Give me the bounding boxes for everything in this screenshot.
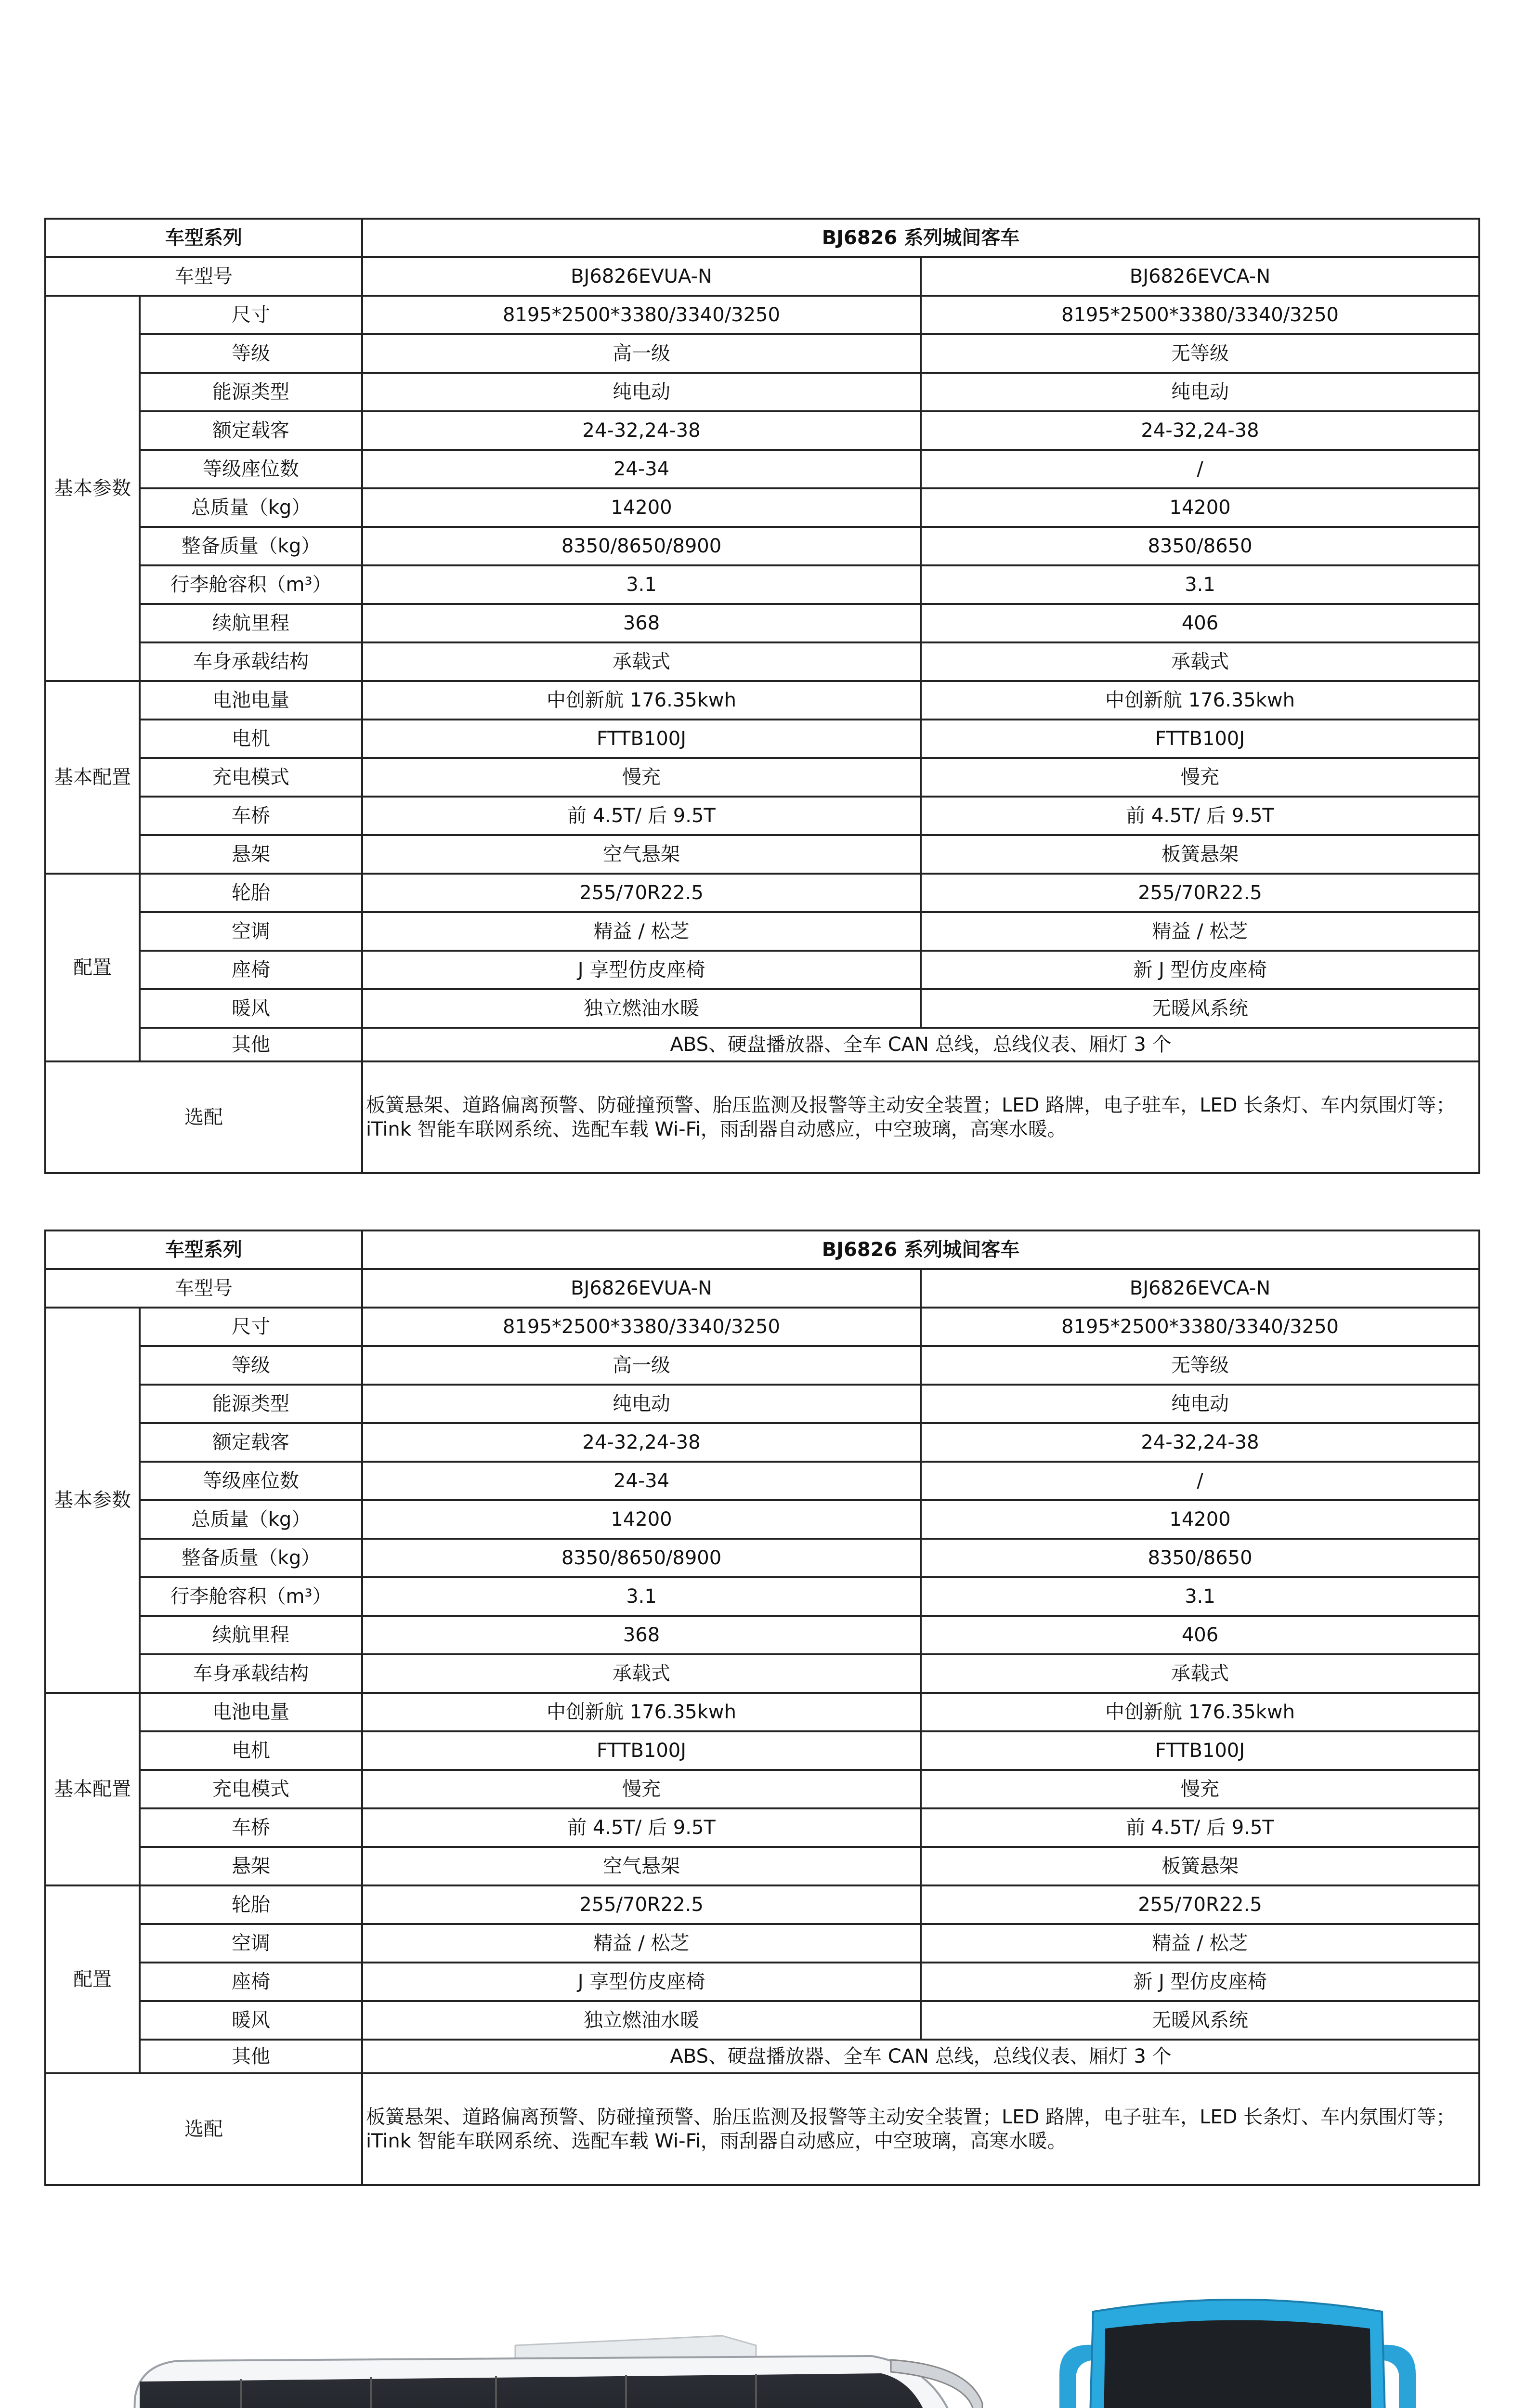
spec-value-a: 24-34 (362, 1462, 921, 1500)
model-row (45, 257, 1479, 296)
spec-row (45, 1462, 1479, 1500)
spec-row (45, 296, 1479, 334)
spec-row (45, 642, 1479, 681)
spec-row (45, 604, 1479, 642)
spec-label: 空调 (140, 1924, 362, 1963)
spec-row (45, 1847, 1479, 1885)
spec-value-a: 前 4.5T/ 后 9.5T (362, 797, 921, 835)
spec-label: 额定载客 (140, 411, 362, 450)
spec-value-a: FTTB100J (362, 720, 921, 758)
spec-value-b: 无等级 (921, 334, 1479, 373)
spec-value-a: 独立燃油水暖 (362, 989, 921, 1028)
group-label: 基本配置 (45, 1693, 140, 1885)
spec-row (45, 527, 1479, 565)
series-row (45, 219, 1479, 257)
spec-row (45, 720, 1479, 758)
spec-label: 行李舱容积（m³） (140, 565, 362, 604)
options-label: 选配 (45, 1061, 362, 1173)
spec-value-b: 承载式 (921, 642, 1479, 681)
options-line-2: iTink 智能车联网系统、选配车载 Wi-Fi，雨刮器自动感应，中空玻璃，高寒水暖。 (366, 1118, 1067, 1140)
spec-value-b: 新 J 型仿皮座椅 (921, 1963, 1479, 2001)
spec-value-b: 8195*2500*3380/3340/3250 (921, 1308, 1479, 1346)
spec-value-b: 8350/8650 (921, 1539, 1479, 1577)
spec-value-a: 慢充 (362, 1770, 921, 1808)
spec-label: 等级 (140, 334, 362, 373)
spec-label: 尺寸 (140, 1308, 362, 1346)
spec-value-a: 前 4.5T/ 后 9.5T (362, 1808, 921, 1847)
spec-value-b: 8195*2500*3380/3340/3250 (921, 296, 1479, 334)
spec-row (45, 1770, 1479, 1808)
spec-row (45, 1963, 1479, 2001)
spec-value-b: 24-32,24-38 (921, 1423, 1479, 1462)
spec-row (45, 1885, 1479, 1924)
series-row (45, 1230, 1479, 1269)
spec-row (45, 1423, 1479, 1462)
spec-value-a: 承载式 (362, 642, 921, 681)
other-row (45, 1028, 1479, 1061)
spec-label: 轮胎 (140, 1885, 362, 1924)
other-value: ABS、硬盘播放器、全车 CAN 总线，总线仪表、厢灯 3 个 (362, 2040, 1479, 2073)
spec-value-a: J 享型仿皮座椅 (362, 1963, 921, 2001)
spec-value-b: 中创新航 176.35kwh (921, 681, 1479, 720)
spec-value-b: 板簧悬架 (921, 1847, 1479, 1885)
spec-value-a: 255/70R22.5 (362, 1885, 921, 1924)
spec-label: 轮胎 (140, 874, 362, 912)
spec-row (45, 450, 1479, 488)
model-label: 车型号 (45, 1269, 362, 1308)
spec-value-a: 14200 (362, 488, 921, 527)
spec-row (45, 989, 1479, 1028)
spec-label: 座椅 (140, 951, 362, 989)
spec-label: 车桥 (140, 797, 362, 835)
spec-value-a: FTTB100J (362, 1731, 921, 1770)
spec-row (45, 1346, 1479, 1385)
spec-row (45, 373, 1479, 411)
spec-row (45, 1924, 1479, 1963)
spec-value-a: J 享型仿皮座椅 (362, 951, 921, 989)
spec-value-a: 高一级 (362, 1346, 921, 1385)
spec-value-b: 前 4.5T/ 后 9.5T (921, 797, 1479, 835)
spec-value-a: 中创新航 176.35kwh (362, 681, 921, 720)
spec-value-b: 24-32,24-38 (921, 411, 1479, 450)
spec-label: 座椅 (140, 1963, 362, 2001)
spec-value-a: 独立燃油水暖 (362, 2001, 921, 2040)
spec-label: 电机 (140, 1731, 362, 1770)
spec-value-b: 精益 / 松芝 (921, 912, 1479, 951)
group-label: 基本配置 (45, 681, 140, 874)
spec-table (44, 218, 1480, 1174)
spec-row (45, 681, 1479, 720)
other-label: 其他 (140, 2040, 362, 2073)
spec-value-a: 精益 / 松芝 (362, 1924, 921, 1963)
spec-label: 总质量（kg） (140, 1500, 362, 1539)
spec-value-a: 8350/8650/8900 (362, 527, 921, 565)
spec-label: 能源类型 (140, 1385, 362, 1423)
spec-value-a: 8350/8650/8900 (362, 1539, 921, 1577)
spec-value-b: 14200 (921, 1500, 1479, 1539)
spec-value-b: FTTB100J (921, 720, 1479, 758)
group-label: 基本参数 (45, 296, 140, 681)
spec-value-b: 纯电动 (921, 373, 1479, 411)
spec-value-b: 前 4.5T/ 后 9.5T (921, 1808, 1479, 1847)
spec-label: 电池电量 (140, 681, 362, 720)
spec-value-a: 368 (362, 1616, 921, 1654)
spec-value-b: 255/70R22.5 (921, 874, 1479, 912)
group-label: 配置 (45, 874, 140, 1061)
spec-value-a: 慢充 (362, 758, 921, 797)
group-label: 配置 (45, 1885, 140, 2073)
spec-label: 整备质量（kg） (140, 527, 362, 565)
spec-row (45, 1385, 1479, 1423)
spec-row (45, 1616, 1479, 1654)
spec-value-b: 慢充 (921, 758, 1479, 797)
other-row (45, 2040, 1479, 2073)
spec-value-a: 255/70R22.5 (362, 874, 921, 912)
spec-label: 能源类型 (140, 373, 362, 411)
spec-label: 悬架 (140, 835, 362, 874)
spec-row (45, 488, 1479, 527)
series-value: BJ6826 系列城间客车 (362, 219, 1479, 257)
model-b: BJ6826EVCA-N (921, 257, 1479, 296)
spec-row (45, 912, 1479, 951)
model-a: BJ6826EVUA-N (362, 1269, 921, 1308)
spec-value-b: 无暖风系统 (921, 2001, 1479, 2040)
spec-row (45, 835, 1479, 874)
spec-label: 整备质量（kg） (140, 1539, 362, 1577)
options-row (45, 2073, 1479, 2185)
spec-value-a: 24-32,24-38 (362, 411, 921, 450)
spec-value-b: 406 (921, 604, 1479, 642)
spec-value-a: 中创新航 176.35kwh (362, 1693, 921, 1731)
bus-side-view-image (120, 2326, 987, 2408)
spec-row (45, 951, 1479, 989)
spec-value-b: 承载式 (921, 1654, 1479, 1693)
spec-label: 续航里程 (140, 1616, 362, 1654)
spec-label: 等级座位数 (140, 450, 362, 488)
spec-value-b: / (921, 450, 1479, 488)
spec-label: 额定载客 (140, 1423, 362, 1462)
group-label: 基本参数 (45, 1308, 140, 1693)
options-row (45, 1061, 1479, 1173)
spec-row (45, 334, 1479, 373)
spec-row (45, 1577, 1479, 1616)
options-label: 选配 (45, 2073, 362, 2185)
spec-value-b: FTTB100J (921, 1731, 1479, 1770)
model-label: 车型号 (45, 257, 362, 296)
spec-label: 总质量（kg） (140, 488, 362, 527)
spec-row (45, 2001, 1479, 2040)
spec-row (45, 1308, 1479, 1346)
spec-value-a: 高一级 (362, 334, 921, 373)
spec-value-b: 14200 (921, 488, 1479, 527)
other-value: ABS、硬盘播放器、全车 CAN 总线，总线仪表、厢灯 3 个 (362, 1028, 1479, 1061)
options-line-1: 板簧悬架、道路偏离预警、防碰撞预警、胎压监测及报警等主动安全装置；LED 路牌，电子驻车，LED 长条灯、车内氛围灯等； (366, 1094, 1456, 1116)
windshield (1103, 2320, 1372, 2408)
spec-row (45, 1693, 1479, 1731)
spec-value-b: 无等级 (921, 1346, 1479, 1385)
spec-row (45, 797, 1479, 835)
spec-value-a: 24-32,24-38 (362, 1423, 921, 1462)
spec-label: 悬架 (140, 1847, 362, 1885)
series-label: 车型系列 (45, 219, 362, 257)
spec-label: 空调 (140, 912, 362, 951)
spec-row (45, 1654, 1479, 1693)
bus-front-view-image (1040, 2283, 1435, 2408)
spec-value-a: 纯电动 (362, 373, 921, 411)
options-line-1: 板簧悬架、道路偏离预警、防碰撞预警、胎压监测及报警等主动安全装置；LED 路牌，电子驻车，LED 长条灯、车内氛围灯等； (366, 2106, 1456, 2128)
spec-label: 等级 (140, 1346, 362, 1385)
spec-value-a: 14200 (362, 1500, 921, 1539)
spec-label: 电池电量 (140, 1693, 362, 1731)
spec-value-b: 慢充 (921, 1770, 1479, 1808)
spec-value-b: 8350/8650 (921, 527, 1479, 565)
spec-value-b: / (921, 1462, 1479, 1500)
spec-label: 等级座位数 (140, 1462, 362, 1500)
spec-value-a: 368 (362, 604, 921, 642)
spec-table (44, 1230, 1480, 2186)
spec-row (45, 1539, 1479, 1577)
spec-value-a: 空气悬架 (362, 835, 921, 874)
spec-label: 车身承载结构 (140, 642, 362, 681)
spec-label: 尺寸 (140, 296, 362, 334)
model-row (45, 1269, 1479, 1308)
spec-label: 暖风 (140, 989, 362, 1028)
spec-value-a: 精益 / 松芝 (362, 912, 921, 951)
spec-label: 暖风 (140, 2001, 362, 2040)
spec-value-b: 406 (921, 1616, 1479, 1654)
spec-value-b: 新 J 型仿皮座椅 (921, 951, 1479, 989)
spec-label: 行李舱容积（m³） (140, 1577, 362, 1616)
spec-row (45, 565, 1479, 604)
spec-label: 充电模式 (140, 1770, 362, 1808)
spec-value-b: 板簧悬架 (921, 835, 1479, 874)
options-line-2: iTink 智能车联网系统、选配车载 Wi-Fi，雨刮器自动感应，中空玻璃，高寒水暖。 (366, 2130, 1067, 2152)
model-a: BJ6826EVUA-N (362, 257, 921, 296)
spec-value-a: 8195*2500*3380/3340/3250 (362, 296, 921, 334)
series-label: 车型系列 (45, 1230, 362, 1269)
model-b: BJ6826EVCA-N (921, 1269, 1479, 1308)
spec-row (45, 874, 1479, 912)
spec-row (45, 411, 1479, 450)
series-value: BJ6826 系列城间客车 (362, 1230, 1479, 1269)
spec-value-a: 承载式 (362, 1654, 921, 1693)
spec-label: 续航里程 (140, 604, 362, 642)
spec-value-a: 8195*2500*3380/3340/3250 (362, 1308, 921, 1346)
spec-value-a: 3.1 (362, 565, 921, 604)
spec-value-a: 空气悬架 (362, 1847, 921, 1885)
spec-value-b: 中创新航 176.35kwh (921, 1693, 1479, 1731)
spec-label: 充电模式 (140, 758, 362, 797)
options-text (362, 1061, 1479, 1173)
spec-label: 车桥 (140, 1808, 362, 1847)
spec-label: 电机 (140, 720, 362, 758)
spec-value-b: 纯电动 (921, 1385, 1479, 1423)
spec-value-b: 3.1 (921, 565, 1479, 604)
options-text (362, 2073, 1479, 2185)
spec-row (45, 1731, 1479, 1770)
spec-row (45, 1808, 1479, 1847)
spec-value-a: 24-34 (362, 450, 921, 488)
spec-value-a: 纯电动 (362, 1385, 921, 1423)
spec-value-a: 3.1 (362, 1577, 921, 1616)
spec-value-b: 精益 / 松芝 (921, 1924, 1479, 1963)
spec-row (45, 758, 1479, 797)
spec-value-b: 255/70R22.5 (921, 1885, 1479, 1924)
spec-value-b: 3.1 (921, 1577, 1479, 1616)
spec-value-b: 无暖风系统 (921, 989, 1479, 1028)
other-label: 其他 (140, 1028, 362, 1061)
spec-label: 车身承载结构 (140, 1654, 362, 1693)
spec-row (45, 1500, 1479, 1539)
